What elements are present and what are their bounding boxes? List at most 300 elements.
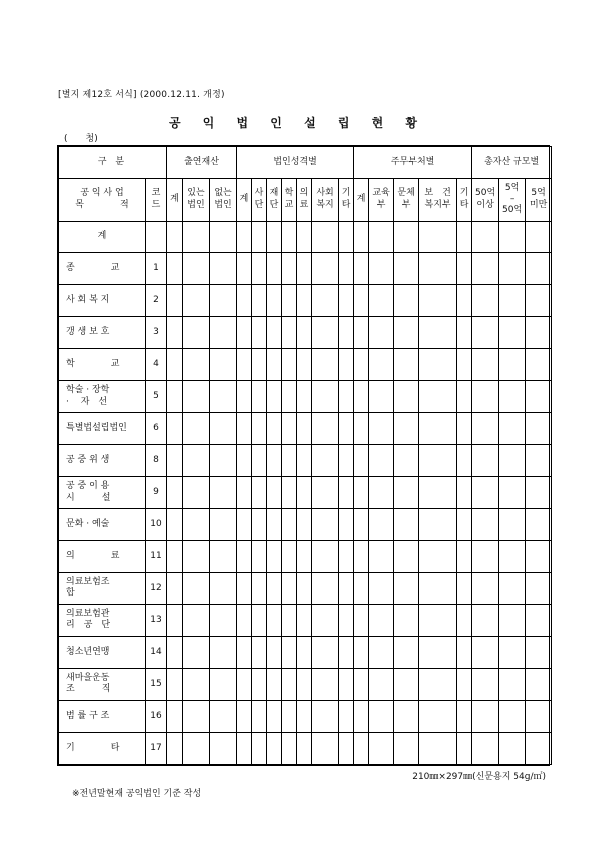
data-cell [252,636,267,668]
row-label: 기 타 [59,732,146,764]
data-cell [312,285,339,317]
row-code: 11 [146,540,167,572]
data-cell [267,700,282,732]
header-nature-school: 학 교 [282,178,297,221]
data-cell [210,413,237,445]
data-cell [210,317,237,349]
data-cell [167,413,183,445]
data-cell [167,509,183,541]
data-cell [419,381,457,413]
data-cell [339,668,354,700]
data-cell [369,509,394,541]
data-cell [339,477,354,509]
row-code: 5 [146,381,167,413]
row-label: 공 중 위 생 [59,445,146,477]
header-nature-medical: 의 료 [297,178,312,221]
data-cell [267,445,282,477]
data-cell [419,604,457,636]
data-cell [457,732,472,764]
data-cell [282,253,297,285]
data-cell [183,253,210,285]
data-cell [457,509,472,541]
data-cell [526,636,552,668]
data-cell [339,285,354,317]
row-code: 17 [146,732,167,764]
data-cell [167,572,183,604]
data-cell [252,381,267,413]
row-code: 10 [146,509,167,541]
data-cell [252,317,267,349]
row-label: 학 교 [59,349,146,381]
data-cell [526,349,552,381]
header-endowment-group: 출연재산 [167,147,237,179]
data-cell [472,381,499,413]
data-cell [419,572,457,604]
data-cell [457,445,472,477]
data-cell [457,253,472,285]
data-cell [339,381,354,413]
data-cell [394,381,419,413]
header-nature-group: 법인성격별 [237,147,354,179]
data-cell [252,349,267,381]
data-cell [297,253,312,285]
header-asset-5to50: 5억 – 50억 [499,178,526,221]
table-row [59,732,552,764]
data-cell [419,413,457,445]
data-cell [339,413,354,445]
data-cell [297,732,312,764]
data-cell [526,317,552,349]
data-cell [267,668,282,700]
data-cell [267,509,282,541]
data-cell [394,285,419,317]
data-cell [419,700,457,732]
data-cell [499,285,526,317]
table-row [59,604,552,636]
table-row [59,509,552,541]
row-label: 청소년연맹 [59,636,146,668]
data-cell [354,604,369,636]
data-cell [369,349,394,381]
data-cell [237,285,252,317]
data-cell [457,317,472,349]
data-cell [183,604,210,636]
data-cell [210,285,237,317]
table-row [59,445,552,477]
data-cell [282,700,297,732]
data-cell [282,636,297,668]
data-cell [472,700,499,732]
data-cell [499,668,526,700]
data-cell [339,509,354,541]
data-cell [252,604,267,636]
data-cell [457,572,472,604]
data-cell [499,732,526,764]
header-nature-foundation: 재 단 [267,178,282,221]
data-cell [167,285,183,317]
data-cell [210,381,237,413]
data-cell [267,604,282,636]
data-cell [167,604,183,636]
paper-size-note: 210㎜×297㎜(신문용지 54g/㎡) [412,772,546,782]
table-row-total [59,221,552,253]
header-asset-over50: 50억 이상 [472,178,499,221]
data-cell [419,636,457,668]
data-cell [526,381,552,413]
data-cell [167,540,183,572]
data-cell [267,381,282,413]
row-code: 6 [146,413,167,445]
data-cell [252,572,267,604]
data-cell [526,509,552,541]
row-label: 종 교 [59,253,146,285]
data-cell [210,604,237,636]
data-cell [394,700,419,732]
data-cell [457,381,472,413]
data-cell [457,349,472,381]
data-cell [237,477,252,509]
status-table [57,145,550,766]
data-cell [419,732,457,764]
data-cell [167,317,183,349]
data-cell [526,285,552,317]
data-cell [499,253,526,285]
data-cell [210,349,237,381]
data-cell [237,349,252,381]
data-cell [210,732,237,764]
data-cell [183,445,210,477]
row-code: 8 [146,445,167,477]
data-cell [354,317,369,349]
data-cell [167,253,183,285]
data-cell [499,349,526,381]
data-cell [394,317,419,349]
data-cell [183,413,210,445]
data-cell [499,317,526,349]
header-asset-under5: 5억 미만 [526,178,552,221]
data-cell [252,668,267,700]
data-cell [237,509,252,541]
data-cell [312,445,339,477]
data-cell [419,477,457,509]
data-cell [472,668,499,700]
data-cell [282,381,297,413]
data-cell [499,636,526,668]
data-cell [394,604,419,636]
data-cell [210,540,237,572]
data-cell [252,445,267,477]
data-cell [282,349,297,381]
data-cell [526,413,552,445]
data-cell [369,540,394,572]
data-cell [369,253,394,285]
data-cell [457,668,472,700]
data-cell [499,413,526,445]
data-cell [312,477,339,509]
data-cell [472,477,499,509]
data-cell [237,253,252,285]
row-label: 범 률 구 조 [59,700,146,732]
data-cell [339,253,354,285]
data-cell [297,509,312,541]
data-cell [297,317,312,349]
data-cell [369,413,394,445]
data-cell [526,572,552,604]
data-cell [252,509,267,541]
row-label: 공 중 이 용 시 설 [59,477,146,509]
data-cell [419,445,457,477]
data-cell [419,349,457,381]
data-cell [472,445,499,477]
data-cell [394,636,419,668]
data-cell [210,636,237,668]
data-cell [267,253,282,285]
row-label: 문화 · 예술 [59,509,146,541]
data-cell [183,732,210,764]
data-cell [297,668,312,700]
data-cell [457,700,472,732]
data-cell [354,572,369,604]
row-label: 새마을운동 조 직 [59,668,146,700]
row-label: 특별법설립법인 [59,413,146,445]
data-cell [457,477,472,509]
data-cell [312,604,339,636]
data-cell [237,636,252,668]
data-cell [183,572,210,604]
data-cell [526,668,552,700]
data-cell [183,540,210,572]
data-cell [267,636,282,668]
data-cell [499,604,526,636]
data-cell [267,349,282,381]
row-code: 3 [146,317,167,349]
data-cell [282,477,297,509]
data-cell [297,349,312,381]
data-cell [312,540,339,572]
page-title: 공 익 법 인 설 립 현 황 [169,116,426,130]
data-cell [312,253,339,285]
data-cell [183,381,210,413]
data-cell [526,477,552,509]
data-cell [526,540,552,572]
data-cell [526,253,552,285]
data-cell [369,732,394,764]
data-cell [499,381,526,413]
data-cell [394,349,419,381]
table-row [59,317,552,349]
data-cell [394,509,419,541]
data-cell [267,413,282,445]
table-row [59,253,552,285]
data-cell [237,540,252,572]
data-cell [267,285,282,317]
data-cell [472,317,499,349]
data-cell [312,668,339,700]
data-cell [282,317,297,349]
data-cell [237,445,252,477]
row-code: 15 [146,668,167,700]
data-cell [297,700,312,732]
data-cell [312,636,339,668]
data-cell [339,540,354,572]
data-cell [210,445,237,477]
data-cell [210,700,237,732]
data-cell [499,509,526,541]
data-cell [282,285,297,317]
data-cell [499,572,526,604]
table-row [59,572,552,604]
data-cell [472,540,499,572]
data-cell [252,540,267,572]
header-ministry-other: 기 타 [457,178,472,221]
data-cell [312,732,339,764]
data-cell [339,732,354,764]
data-cell [252,413,267,445]
row-label: 의료보험관 리 공 단 [59,604,146,636]
data-cell [282,572,297,604]
data-cell [297,636,312,668]
data-cell [237,668,252,700]
data-cell [369,317,394,349]
data-cell [210,572,237,604]
data-cell [472,636,499,668]
data-cell [472,253,499,285]
data-cell [312,317,339,349]
data-cell [354,700,369,732]
row-label: 사 회 복 지 [59,285,146,317]
data-cell [237,604,252,636]
data-cell [394,477,419,509]
data-cell [339,604,354,636]
data-cell [297,540,312,572]
data-cell [282,413,297,445]
data-cell [297,285,312,317]
data-cell [267,572,282,604]
data-cell [282,540,297,572]
data-cell [167,732,183,764]
data-cell [210,668,237,700]
header-nature-other: 기 타 [339,178,354,221]
data-cell [472,732,499,764]
data-cell [267,732,282,764]
header-endow-without: 없는 법인 [210,178,237,221]
data-cell [457,604,472,636]
data-cell [354,668,369,700]
data-cell [526,700,552,732]
data-cell [369,285,394,317]
data-cell [499,700,526,732]
header-endow-total: 계 [167,178,183,221]
data-cell [183,636,210,668]
data-cell [282,732,297,764]
table-row [59,636,552,668]
footnote: ※전년말현재 공익법인 기준 작성 [72,789,202,799]
data-cell [369,700,394,732]
data-cell [252,477,267,509]
row-label: 갱 생 보 호 [59,317,146,349]
data-cell [394,253,419,285]
header-ministry-total: 계 [354,178,369,221]
data-cell [237,572,252,604]
data-cell [297,572,312,604]
data-cell [282,604,297,636]
row-label: 의료보험조 합 [59,572,146,604]
data-cell [183,349,210,381]
table-row [59,381,552,413]
data-cell [499,540,526,572]
table-row [59,700,552,732]
data-cell [167,700,183,732]
data-cell [252,253,267,285]
data-cell [167,636,183,668]
data-cell [472,572,499,604]
data-cell [369,381,394,413]
header-category: 공 익 사 업 목 적 [59,178,146,221]
data-cell [354,349,369,381]
data-cell [267,477,282,509]
data-cell [339,349,354,381]
header-code: 코 드 [146,178,167,221]
total-label: 계 [59,221,146,253]
data-cell [472,285,499,317]
data-cell [394,732,419,764]
data-cell [472,604,499,636]
data-cell [237,317,252,349]
data-cell [183,509,210,541]
data-cell [312,349,339,381]
data-cell [339,317,354,349]
data-cell [210,477,237,509]
data-cell [282,509,297,541]
header-endow-with: 있는 법인 [183,178,210,221]
data-cell [394,540,419,572]
row-code: 1 [146,253,167,285]
header-ministry-culture: 문체 부 [394,178,419,221]
data-cell [237,413,252,445]
header-nature-welfare: 사회 복지 [312,178,339,221]
data-cell [237,381,252,413]
header-ministry-education: 교육 부 [369,178,394,221]
row-label: 의 료 [59,540,146,572]
data-cell [394,413,419,445]
data-cell [210,509,237,541]
data-cell [354,509,369,541]
data-cell [339,572,354,604]
header-nature-total: 계 [237,178,252,221]
row-code: 13 [146,604,167,636]
row-code: 9 [146,477,167,509]
data-cell [282,445,297,477]
data-cell [499,477,526,509]
data-cell [369,445,394,477]
table-row [59,668,552,700]
data-cell [457,413,472,445]
data-cell [354,540,369,572]
data-cell [457,540,472,572]
data-cell [369,636,394,668]
data-cell [183,668,210,700]
data-cell [297,445,312,477]
data-cell [472,509,499,541]
data-cell [419,317,457,349]
data-cell [297,381,312,413]
data-cell [354,253,369,285]
data-cell [472,413,499,445]
data-cell [369,668,394,700]
table-row [59,349,552,381]
table-row [59,413,552,445]
data-cell [394,668,419,700]
